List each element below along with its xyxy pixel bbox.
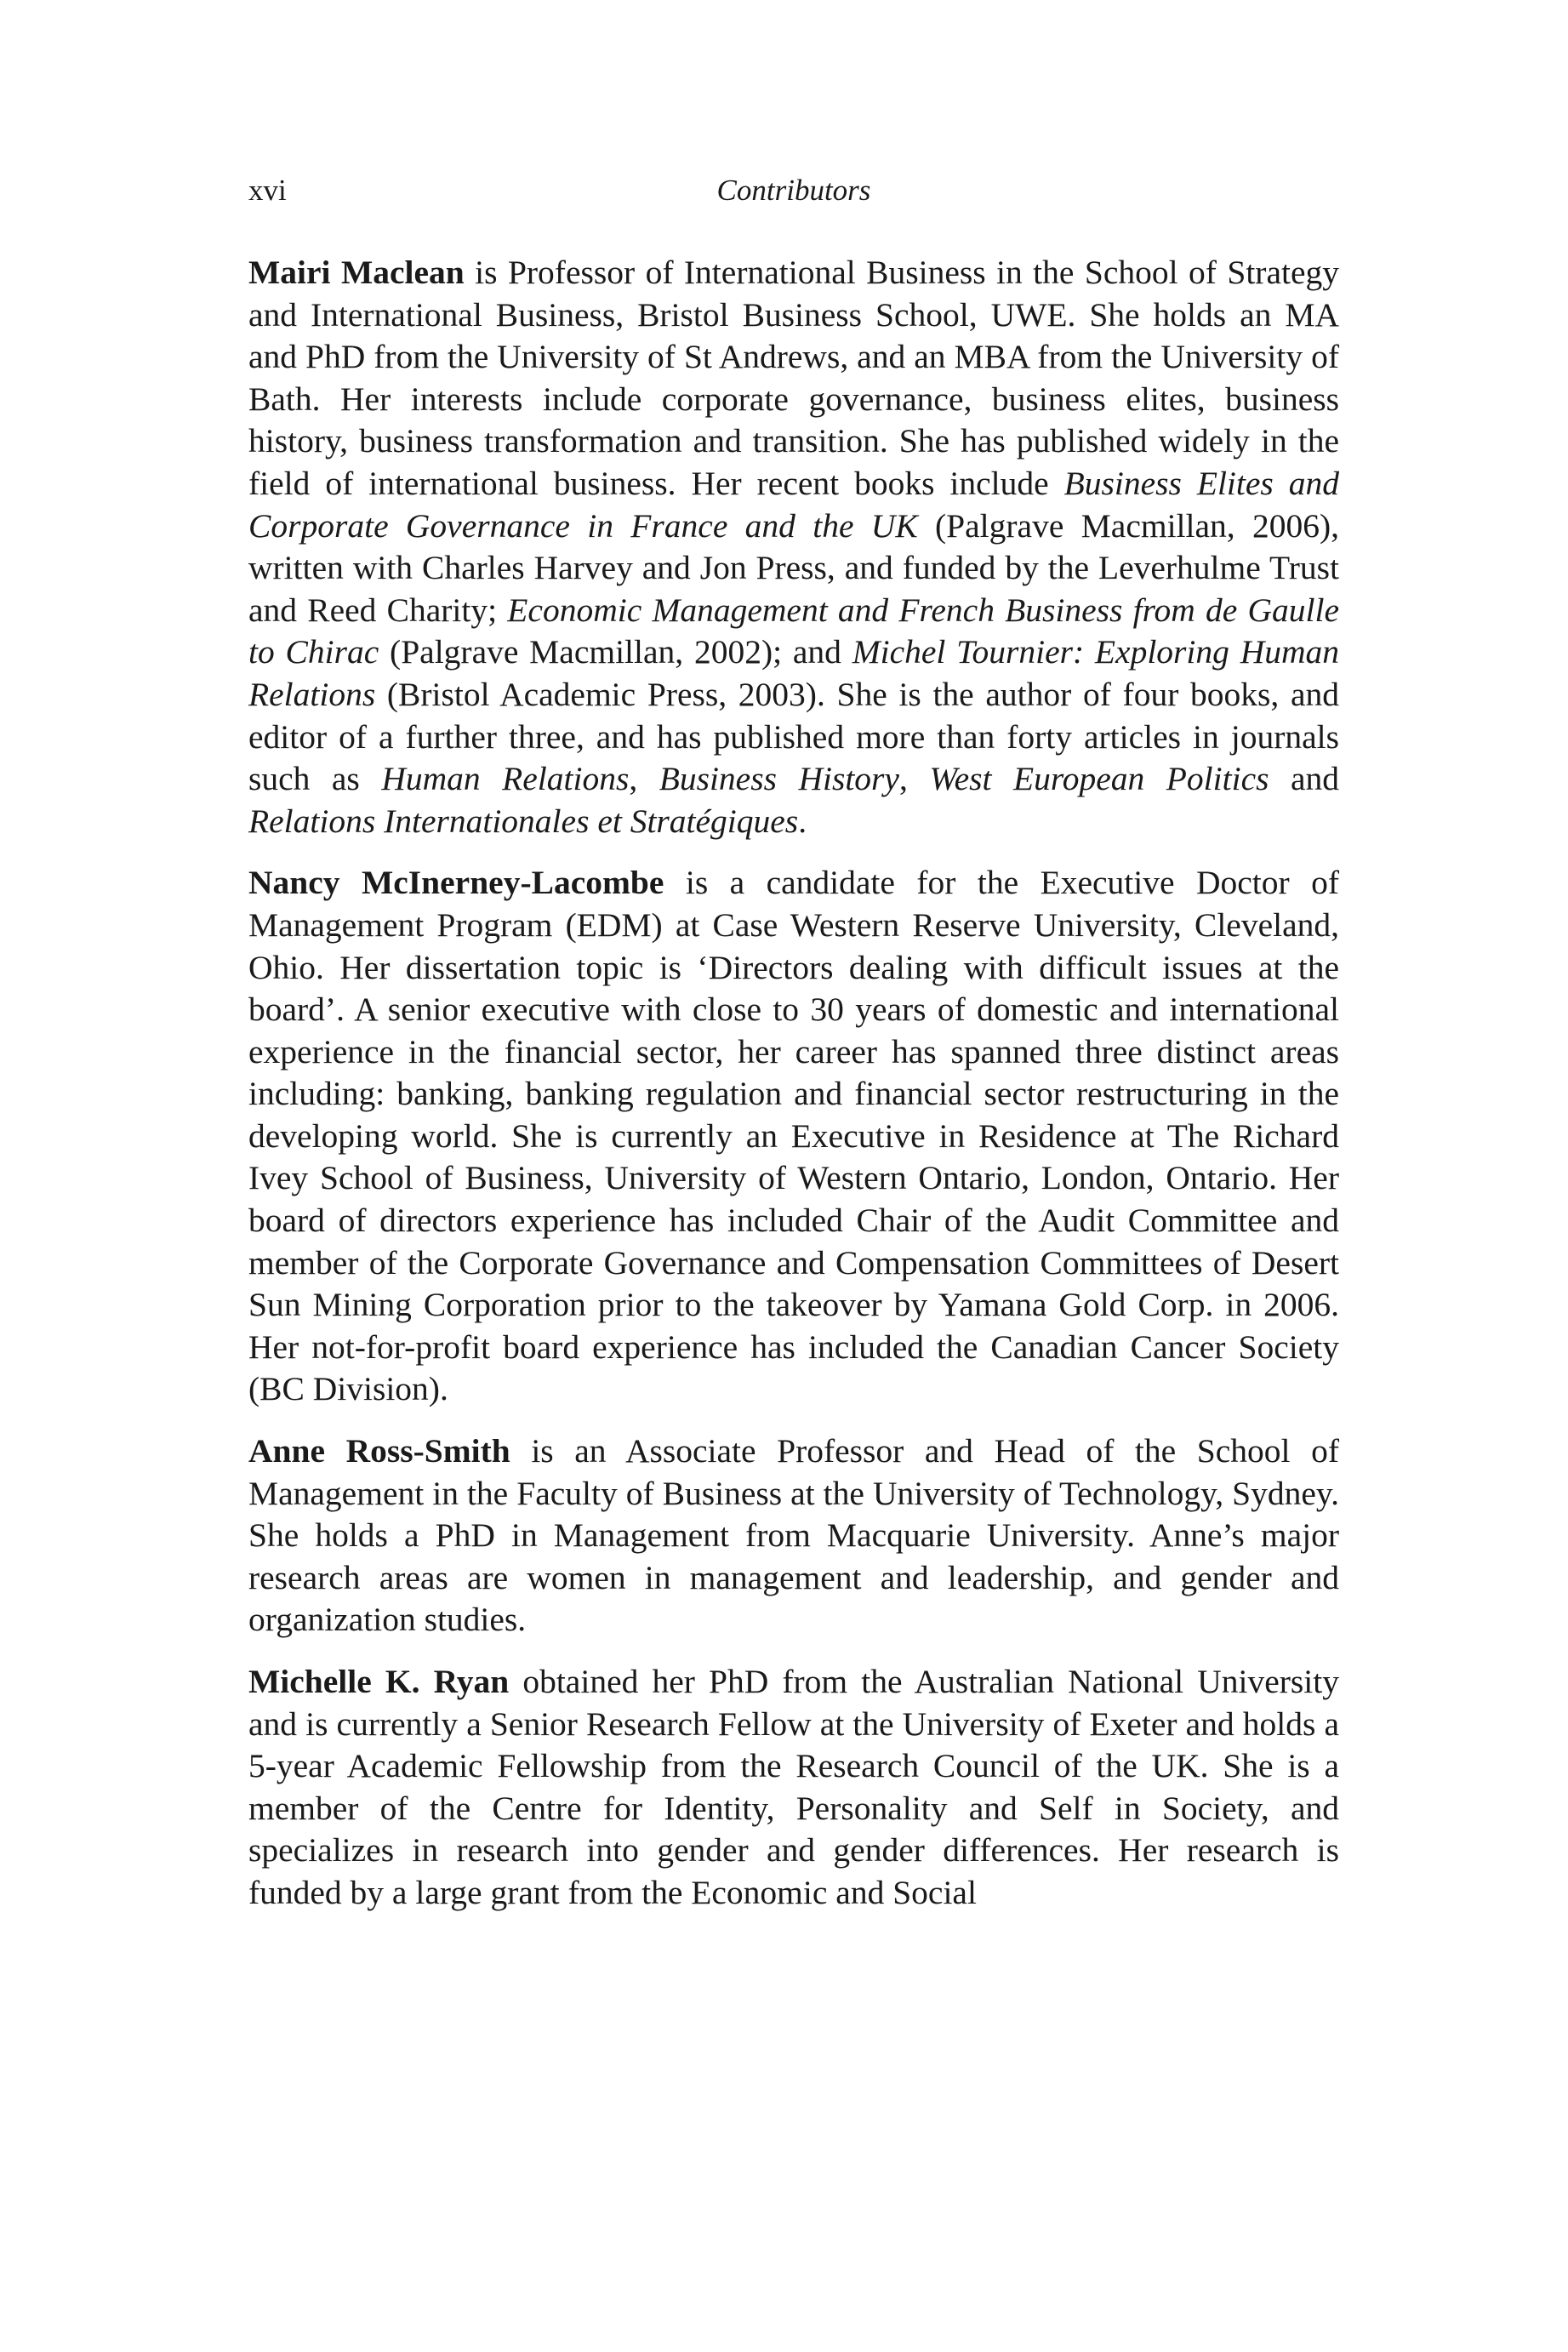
contributor-name: Mairi Maclean <box>248 254 465 291</box>
contributor-bio-michelle-k-ryan <box>248 1661 1339 1915</box>
contributors-list <box>248 252 1339 1934</box>
bio-text: , <box>629 760 659 798</box>
book-title: Business Elites and Corporate Governance in France and the UK <box>248 464 1339 545</box>
book-title: Michel Tournier: Exploring Human Relations <box>248 633 1339 713</box>
bio-text: (Palgrave Macmillan, 2002); and <box>379 633 852 671</box>
bio-text: is an Associate Professor and Head of the School of Management in the Faculty of Business at the University of Technology, Sydney. She holds a PhD in Management from Macquarie University. Anne’s major research areas are women in management and leadership, and gender and organization studies. <box>248 1432 1339 1639</box>
journal-title: West European Politics <box>929 760 1269 798</box>
contributor-bio-nancy-mcinerney-lacombe <box>248 862 1339 1411</box>
running-header <box>248 170 1339 211</box>
bio-text: . <box>798 802 807 840</box>
contributor-name: Anne Ross-Smith <box>248 1432 510 1470</box>
page-number: xvi <box>248 174 287 207</box>
contributor-bio-anne-ross-smith <box>248 1430 1339 1641</box>
running-title: Contributors <box>716 174 871 207</box>
journal-title: Business History <box>659 760 899 798</box>
journal-title: Relations Internationales et Stratégiques <box>248 802 799 840</box>
contributor-name: Michelle K. Ryan <box>248 1663 510 1700</box>
bio-text: is Professor of International Business in the School of Strategy and International Business, Bristol Business School, UWE. She holds an MA and PhD from the University of St Andrews, and an MBA from the University of Bath. Her interests include corporate governance, business elites, business history, business transformation and transition. She has published widely in the field of international business. Her recent books include <box>248 254 1339 502</box>
bio-text: (Palgrave Macmillan, 2006), written with Charles Harvey and Jon Press, and funded by the Leverhulme Trust and Reed Charity; <box>248 506 1339 629</box>
book-title: Economic Management and French Business from de Gaulle to Chirac <box>248 591 1339 671</box>
journal-title: Human Relations <box>381 760 630 798</box>
bio-text: (Bristol Academic Press, 2003). She is the author of four books, and editor of a further three, and has published more than forty articles in journals such as <box>248 675 1339 798</box>
contributor-name: Nancy McInerney-Lacombe <box>248 864 664 902</box>
bio-text: is a candidate for the Executive Doctor of Management Program (EDM) at Case Western Reserve University, Cleveland, Ohio. Her dissertation topic is ‘Directors dealing with difficult issues at the board’. A senior executive with close to 30 years of domestic and international experience in the financial sector, her career has spanned three distinct areas including: banking, banking regulation and financial sector restructuring in the developing world. She is currently an Executive in Residence at The Richard Ivey School of Business, University of Western Ontario, London, Ontario. Her board of directors experience has included Chair of the Audit Committee and member of the Corporate Governance and Compensation Committees of Desert Sun Mining Corporation prior to the takeover by Yamana Gold Corp. in 2006. Her not-for-profit board experience has included the Canadian Cancer Society (BC Division). <box>248 864 1340 1408</box>
contributor-bio-mairi-maclean <box>248 252 1339 842</box>
bio-text: and <box>1269 760 1340 798</box>
bio-text: , <box>898 760 930 798</box>
bio-text: obtained her PhD from the Australian National University and is currently a Senior Research Fellow at the University of Exeter and holds a 5-year Academic Fellowship from the Research Council of the UK. She is a member of the Centre for Identity, Personality and Self in Society, and specializes in research into gender and gender differences. Her research is funded by a large grant from the Economic and Social <box>248 1663 1340 1911</box>
